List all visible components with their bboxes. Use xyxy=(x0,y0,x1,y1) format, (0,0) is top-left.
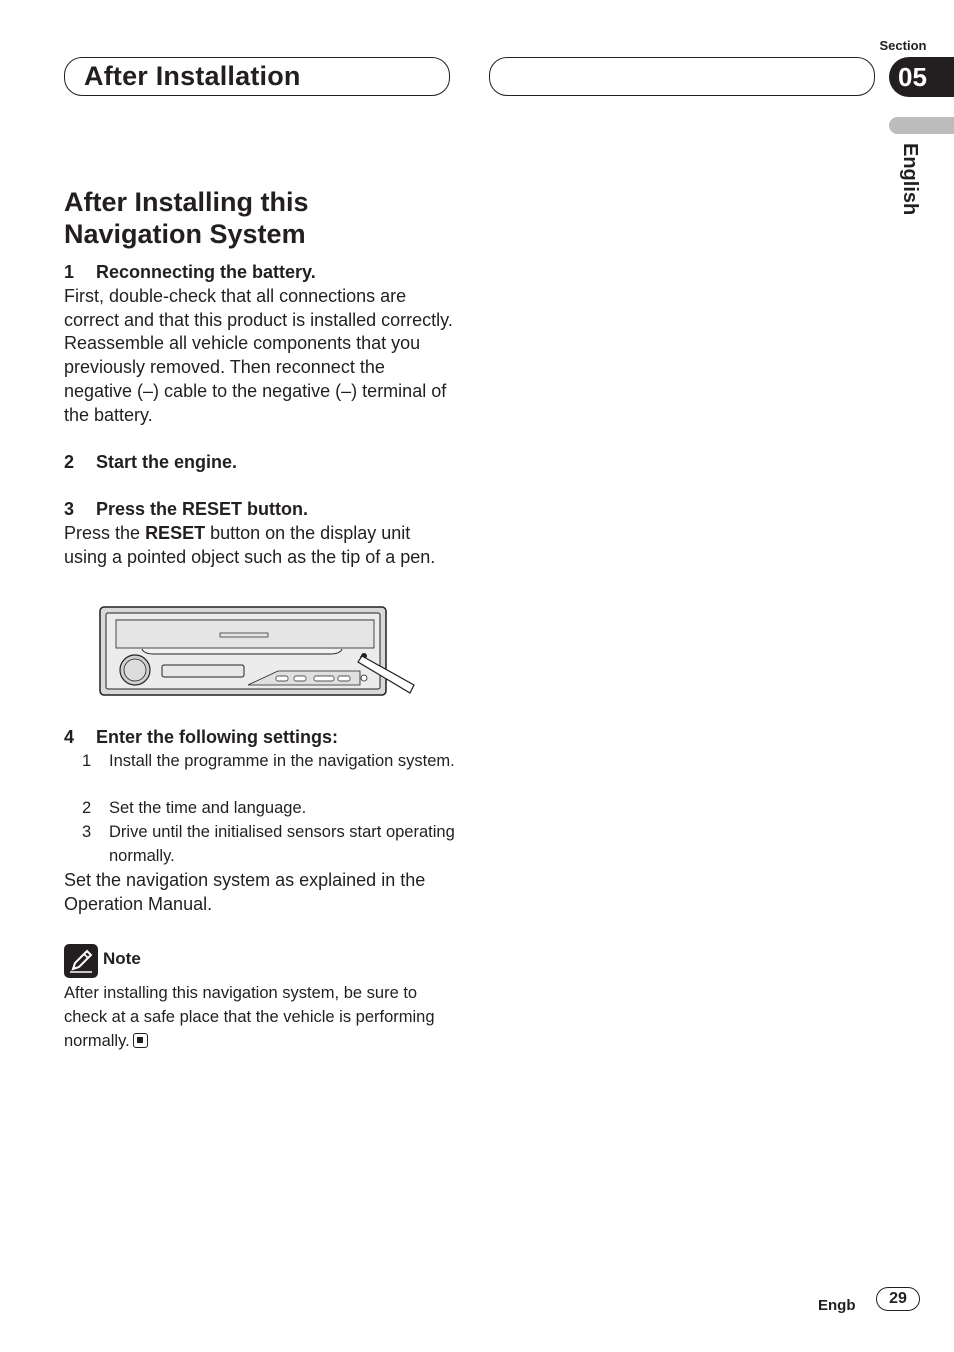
step-4-title xyxy=(64,725,338,749)
step-number: 3 xyxy=(64,499,75,519)
substep-text: Drive until the initialised sensors start operating normally. xyxy=(109,823,455,865)
substep-1 xyxy=(82,750,462,774)
step-title: Enter the following settings: xyxy=(96,727,338,747)
step-1-title xyxy=(64,260,316,284)
header-blank-frame xyxy=(489,57,875,96)
substep-2 xyxy=(82,797,462,821)
language-tab xyxy=(889,117,954,134)
note-body: After installing this navigation system, be sure to check at a safe place that the vehicle is performing normally. xyxy=(64,984,435,1050)
page-title-line-1: After Installing this xyxy=(64,187,309,217)
end-of-section-icon xyxy=(133,1033,148,1048)
section-label: Section xyxy=(879,38,927,53)
page-title-line-2: Navigation System xyxy=(64,219,306,249)
substep-text: Install the programme in the navigation system. xyxy=(109,752,455,770)
step-1-body: First, double-check that all connections are correct and that this product is installed correctly. Reassemble all vehicle components that you previously removed. Then reconnect the negative (–) cable to the negative (–) terminal of the battery. xyxy=(64,286,453,425)
step-number: 1 xyxy=(64,262,75,282)
step-3-body-suffix: button on the display unit using a pointed object such as the tip of a pen. xyxy=(64,523,436,567)
substep-number: 3 xyxy=(82,823,92,841)
footer-language-code: Engb xyxy=(818,1297,856,1314)
language-label: English xyxy=(899,143,921,216)
note-icon xyxy=(64,944,98,978)
substep-text: Set the time and language. xyxy=(109,799,307,817)
display-unit-illustration xyxy=(98,605,418,697)
substep-number: 2 xyxy=(82,799,92,817)
step-4-body: Set the navigation system as explained in the Operation Manual. xyxy=(64,870,426,914)
page-title xyxy=(64,186,464,250)
page-number: 29 xyxy=(889,1290,907,1307)
step-3-body-prefix: Press the xyxy=(64,523,141,543)
step-title: Reconnecting the battery. xyxy=(96,262,316,282)
step-3-title xyxy=(64,497,308,521)
step-title: Start the engine. xyxy=(96,452,238,472)
substep-3 xyxy=(82,821,462,869)
page-header-title: After Installation xyxy=(84,61,301,91)
substep-number: 1 xyxy=(82,752,92,770)
step-3-body xyxy=(64,522,454,569)
note-text xyxy=(64,981,456,1053)
step-2-title xyxy=(64,450,237,474)
step-number: 4 xyxy=(64,727,75,747)
step-title: Press the RESET button. xyxy=(96,499,309,519)
section-number: 05 xyxy=(898,62,927,92)
note-label: Note xyxy=(103,949,141,968)
reset-keyword: RESET xyxy=(145,523,206,543)
step-number: 2 xyxy=(64,452,75,472)
